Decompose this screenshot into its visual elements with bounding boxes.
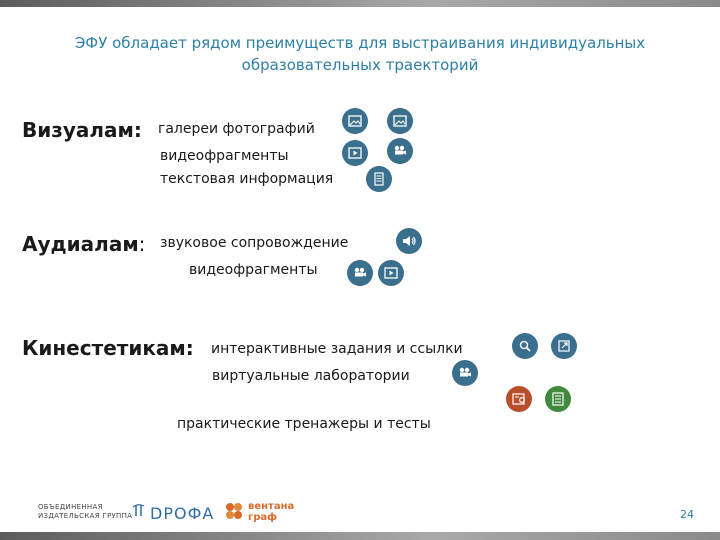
video-player-icon[interactable] <box>342 140 368 166</box>
video-camera-icon[interactable] <box>347 260 373 286</box>
video-player-icon[interactable] <box>378 260 404 286</box>
drofa-logo: DРОФА <box>150 504 215 523</box>
image-gallery-icon[interactable] <box>387 108 413 134</box>
publishing-group-logo <box>38 503 132 521</box>
publishing-group-line1: ОБЪЕДИНЕННАЯ <box>38 503 103 511</box>
visuals-item-text: текстовая информация <box>160 171 334 187</box>
bottom-bar <box>0 532 720 540</box>
kinesthetics-item-labs: виртуальные лаборатории <box>212 368 410 384</box>
test-checklist-icon[interactable] <box>545 386 571 412</box>
ventana-line1: вентана <box>248 501 295 512</box>
kinesthetics-item-tests: практические тренажеры и тесты <box>177 416 431 432</box>
ventana-line2: граф <box>248 512 278 523</box>
drofa-logo-icon <box>132 502 146 518</box>
kinesthetics-heading: Кинестетикам: <box>22 336 194 360</box>
text-document-icon[interactable] <box>366 166 392 192</box>
audials-item-video: видеофрагменты <box>189 262 318 278</box>
video-camera-icon[interactable] <box>387 138 413 164</box>
audials-item-sound: звуковое сопровождение <box>160 235 349 251</box>
image-gallery-icon[interactable] <box>342 108 368 134</box>
external-link-icon[interactable] <box>551 333 577 359</box>
lab-simulation-icon[interactable] <box>506 386 532 412</box>
speaker-icon[interactable] <box>396 228 422 254</box>
visuals-item-photos: галереи фотографий <box>158 121 315 137</box>
publishing-group-line2: ИЗДАТЕЛЬСКАЯ ГРУППА <box>38 512 133 520</box>
slide-title: ЭФУ обладает рядом преимуществ для выстраивания индивидуальных образовательных траекторий <box>74 34 646 74</box>
top-bar <box>0 0 720 7</box>
ventana-graf-logo <box>248 501 294 523</box>
page-number: 24 <box>680 508 694 521</box>
visuals-heading: Визуалам: <box>22 118 142 142</box>
audials-heading <box>22 232 145 256</box>
video-camera-icon[interactable] <box>452 360 478 386</box>
kinesthetics-item-interactive: интерактивные задания и ссылки <box>211 341 463 357</box>
ventana-logo-icon <box>224 501 244 521</box>
visuals-item-video: видеофрагменты <box>160 148 289 164</box>
interactive-search-icon[interactable] <box>512 333 538 359</box>
audials-heading-colon: : <box>138 232 146 256</box>
audials-heading-text: Аудиалам <box>22 232 139 256</box>
